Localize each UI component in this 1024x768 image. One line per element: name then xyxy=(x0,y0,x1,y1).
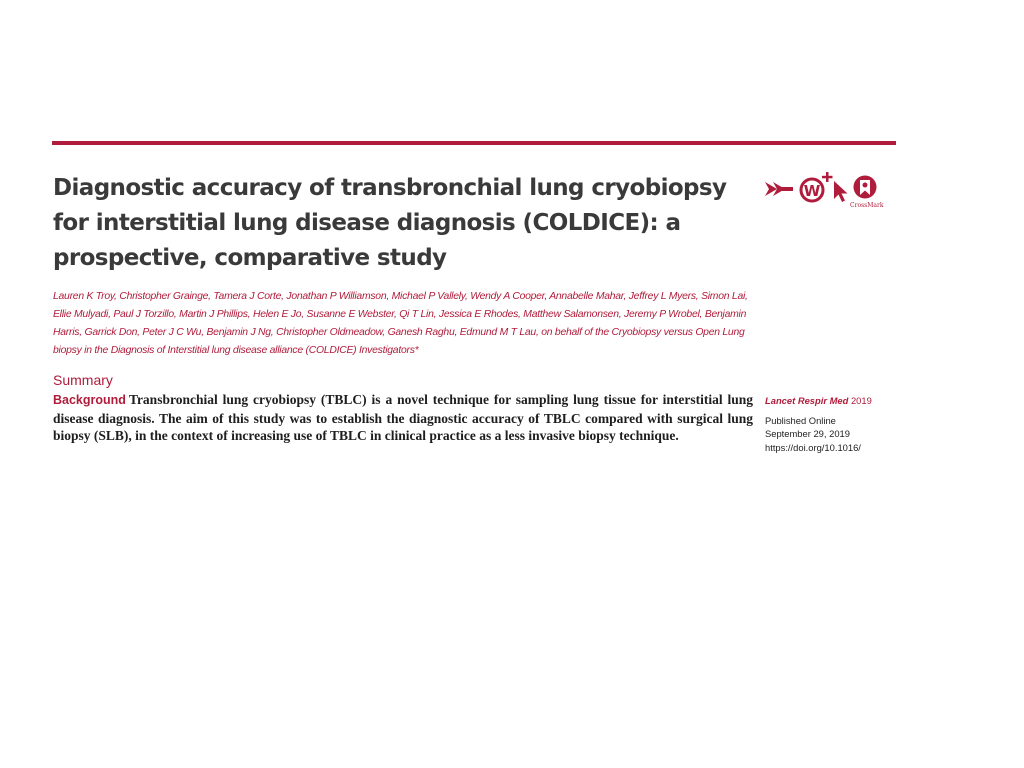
published-label: Published Online xyxy=(765,414,836,426)
journal-citation xyxy=(765,394,895,408)
background-paragraph xyxy=(53,391,753,445)
journal-year: 2019 xyxy=(850,395,872,406)
crossmark-label: CrossMark xyxy=(850,202,884,209)
summary-heading: Summary xyxy=(53,372,113,388)
background-text: Transbronchial lung cryobiopsy (TBLC) is a novel technique for sampling lung tissue for interstitial lung disease diagnosis. The aim of this study was to establish the diagnostic accuracy of TBLC compared with surgical lung biopsy (SLB), in the context of increasing use of TBLC in clinical practice as a less invasive biopsy technique. xyxy=(53,392,753,443)
arrow-icon[interactable] xyxy=(764,178,794,200)
published-date: September 29, 2019 xyxy=(765,428,850,439)
crossmark-icon[interactable] xyxy=(852,174,878,202)
w-plus-icon[interactable] xyxy=(797,170,837,204)
publication-sidebar xyxy=(765,394,895,454)
svg-text:W: W xyxy=(803,182,821,200)
top-rule xyxy=(52,141,896,145)
journal-name: Lancet Respir Med xyxy=(765,395,849,406)
author-list: Lauren K Troy, Christopher Grainge, Tamera J Corte, Jonathan P Williamson, Michael P Vallely, Wendy A Cooper, Annabelle Mahar, Jeffrey L Myers, Simon Lai, Ellie Mulyadi, Paul J Torzillo, Martin J Phillips, Helen E Jo, Susanne E Webster, Qi T Lin, Jessica E Rhodes, Matthew Salamonsen, Jeremy P Wrobel, Benjamin Harris, Garrick Don, Peter J C Wu, Benjamin J Ng, Christopher Oldmeadow, Ganesh Raghu, Edmund M T Lau, on behalf of the Cryobiopsy versus Open Lung biopsy in the Diagnosis of Interstitial lung disease alliance (COLDICE) Investigators* xyxy=(53,291,748,356)
article-icons xyxy=(764,168,894,214)
doi-link[interactable]: https://doi.org/10.1016/ xyxy=(765,441,861,453)
background-label: Background xyxy=(53,393,126,407)
article-title: Diagnostic accuracy of transbronchial lung cryobiopsy for interstitial lung disease diagnosis (COLDICE): a prospective, comparative study xyxy=(53,175,727,271)
cursor-icon[interactable] xyxy=(832,180,850,204)
